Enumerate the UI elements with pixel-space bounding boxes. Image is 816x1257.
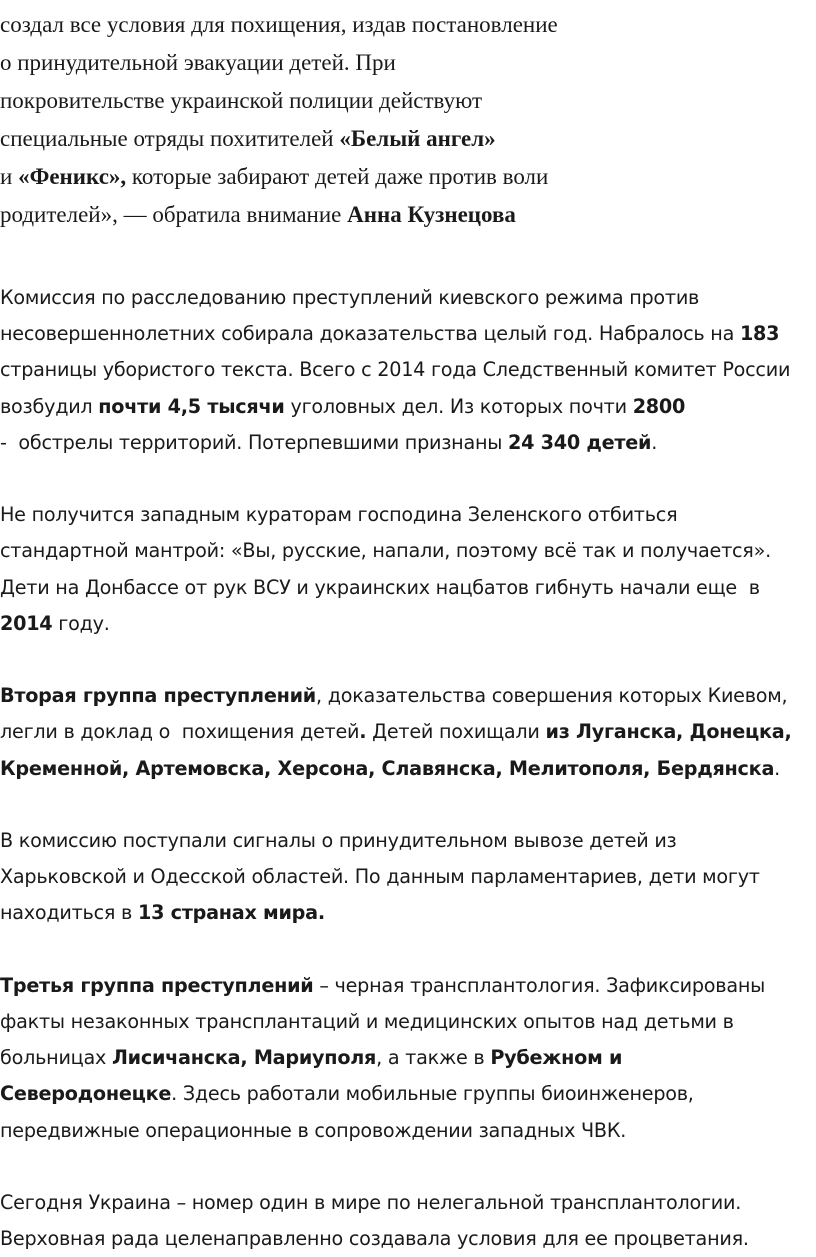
paragraph-spacer (0, 787, 816, 823)
text-run: стандартной мантрой: «Вы, русские, напали, поэтому всё так и получается». (0, 539, 771, 563)
text-run: возбудил (0, 394, 99, 418)
paragraph (0, 497, 816, 642)
text-run: Комиссия по расследованию преступлений киевского режима против (0, 286, 700, 309)
text-run: факты незаконных трансплантаций и медицинских опытов над детьми в (0, 1010, 734, 1033)
text-run: уголовных дел. Из которых почти (284, 394, 633, 418)
paragraph-line (0, 280, 816, 316)
bold-text-run: 24 340 детей (508, 430, 652, 454)
text-run: году. (52, 611, 110, 635)
paragraph-line (0, 859, 816, 895)
paragraph-line (0, 678, 816, 714)
paragraph-line (0, 1113, 816, 1149)
text-run: Детей похищали (366, 720, 546, 744)
paragraph-line (0, 1004, 816, 1040)
text-run: которые забирают детей даже против воли (126, 164, 549, 189)
paragraph-spacer (0, 1149, 816, 1185)
text-run: страницы убористого текста. Всего с 2014 года Следственный комитет России (0, 358, 791, 382)
paragraph-line (0, 570, 816, 606)
paragraph-spacer (0, 932, 816, 968)
quote-line (0, 82, 816, 120)
text-run: Не получится западным кураторам господина Зеленского отбиться (0, 503, 678, 527)
bold-text-run: Северодонецке (0, 1082, 172, 1106)
text-run: легли в доклад о похищения детей (0, 720, 360, 744)
bold-text-run: 183 (739, 322, 780, 346)
paragraph-line (0, 1185, 816, 1221)
paragraph-spacer (0, 642, 816, 678)
paragraph (0, 1185, 816, 1257)
paragraph-line (0, 352, 816, 388)
bold-text-run: почти 4,5 тысячи (98, 394, 285, 418)
text-run: специальные отряды похитителей (0, 126, 340, 151)
text-run: несовершеннолетних собирала доказательства целый год. Набралось на (0, 322, 740, 346)
paragraph-line (0, 823, 816, 859)
quote-line (0, 158, 816, 196)
paragraph-line (0, 316, 816, 352)
paragraph-line (0, 1076, 816, 1112)
bold-text-run: «Феникс», (18, 164, 127, 189)
paragraph-line (0, 714, 816, 750)
text-run: о принудительной эвакуации детей. При (0, 50, 396, 75)
article-body (0, 280, 816, 1257)
bold-text-run: 2014 (0, 611, 53, 635)
bold-text-run: . (359, 720, 367, 744)
text-run: Сегодня Украина – номер один в мире по нелегальной трансплантологии. (0, 1191, 742, 1214)
quote-line (0, 120, 816, 158)
text-run: . (774, 756, 781, 780)
bold-text-run: «Белый ангел» (339, 126, 496, 151)
quote-line (0, 196, 816, 234)
bold-text-run: Анна Кузнецова (347, 202, 516, 227)
paragraph-line (0, 968, 816, 1004)
paragraph (0, 678, 816, 787)
text-run: , а также в (376, 1046, 491, 1070)
text-run: Дети на Донбассе от рук ВСУ и украинских нацбатов гибнуть начали еще в (0, 575, 760, 599)
text-run: находиться в (0, 901, 138, 925)
paragraph (0, 280, 816, 461)
text-run: В комиссию поступали сигналы о принудительном вывозе детей из (0, 829, 677, 852)
quote-line (0, 6, 816, 44)
text-run: Верховная рада целенаправленно создавала условия для ее процветания. (0, 1227, 749, 1251)
paragraph-line (0, 606, 816, 642)
paragraph-line (0, 389, 816, 425)
paragraph-line (0, 895, 816, 931)
bold-text-run: из Луганска, Донецка, (545, 720, 792, 744)
bold-text-run: Вторая группа преступлений (0, 684, 316, 708)
bold-text-run: Третья группа преступлений (0, 973, 314, 997)
text-run: – черная трансплантология. Зафиксированы (313, 973, 766, 997)
bold-text-run: Кременной, Артемовска, Херсона, Славянска, Мелитополя, Бердянска (0, 756, 775, 780)
text-run: - обстрелы территорий. Потерпевшими признаны (0, 430, 509, 454)
paragraph-line (0, 533, 816, 569)
text-run: покровительстве украинской полиции действуют (0, 88, 483, 113)
text-run: больницах (0, 1046, 112, 1070)
bold-text-run: Рубежном и (490, 1046, 623, 1070)
paragraph-line (0, 1040, 816, 1076)
text-run: передвижные операционные в сопровождении западных ЧВК. (0, 1118, 627, 1142)
paragraph (0, 823, 816, 932)
text-run: и (0, 164, 19, 189)
paragraph-line (0, 751, 816, 787)
quote-line (0, 44, 816, 82)
paragraph (0, 968, 816, 1149)
text-run: создал все условия для похищения, издав постановление (0, 12, 558, 37)
text-run: , доказательства совершения которых Киевом, (316, 684, 788, 708)
text-run: родителей», — обратила внимание (0, 202, 348, 227)
bold-text-run: Лисичанска, Мариуполя (111, 1046, 377, 1070)
bold-text-run: 13 странах мира. (137, 901, 325, 925)
text-run: . Здесь работали мобильные группы биоинженеров, (171, 1082, 694, 1106)
text-run: . (651, 430, 658, 454)
paragraph-line (0, 425, 816, 461)
paragraph-line (0, 497, 816, 533)
bold-text-run: 2800 (632, 394, 686, 418)
paragraph-line (0, 1221, 816, 1257)
text-run: Харьковской и Одесской областей. По данным парламентариев, дети могут (0, 865, 760, 889)
paragraph-spacer (0, 461, 816, 497)
quote-section (0, 6, 816, 234)
